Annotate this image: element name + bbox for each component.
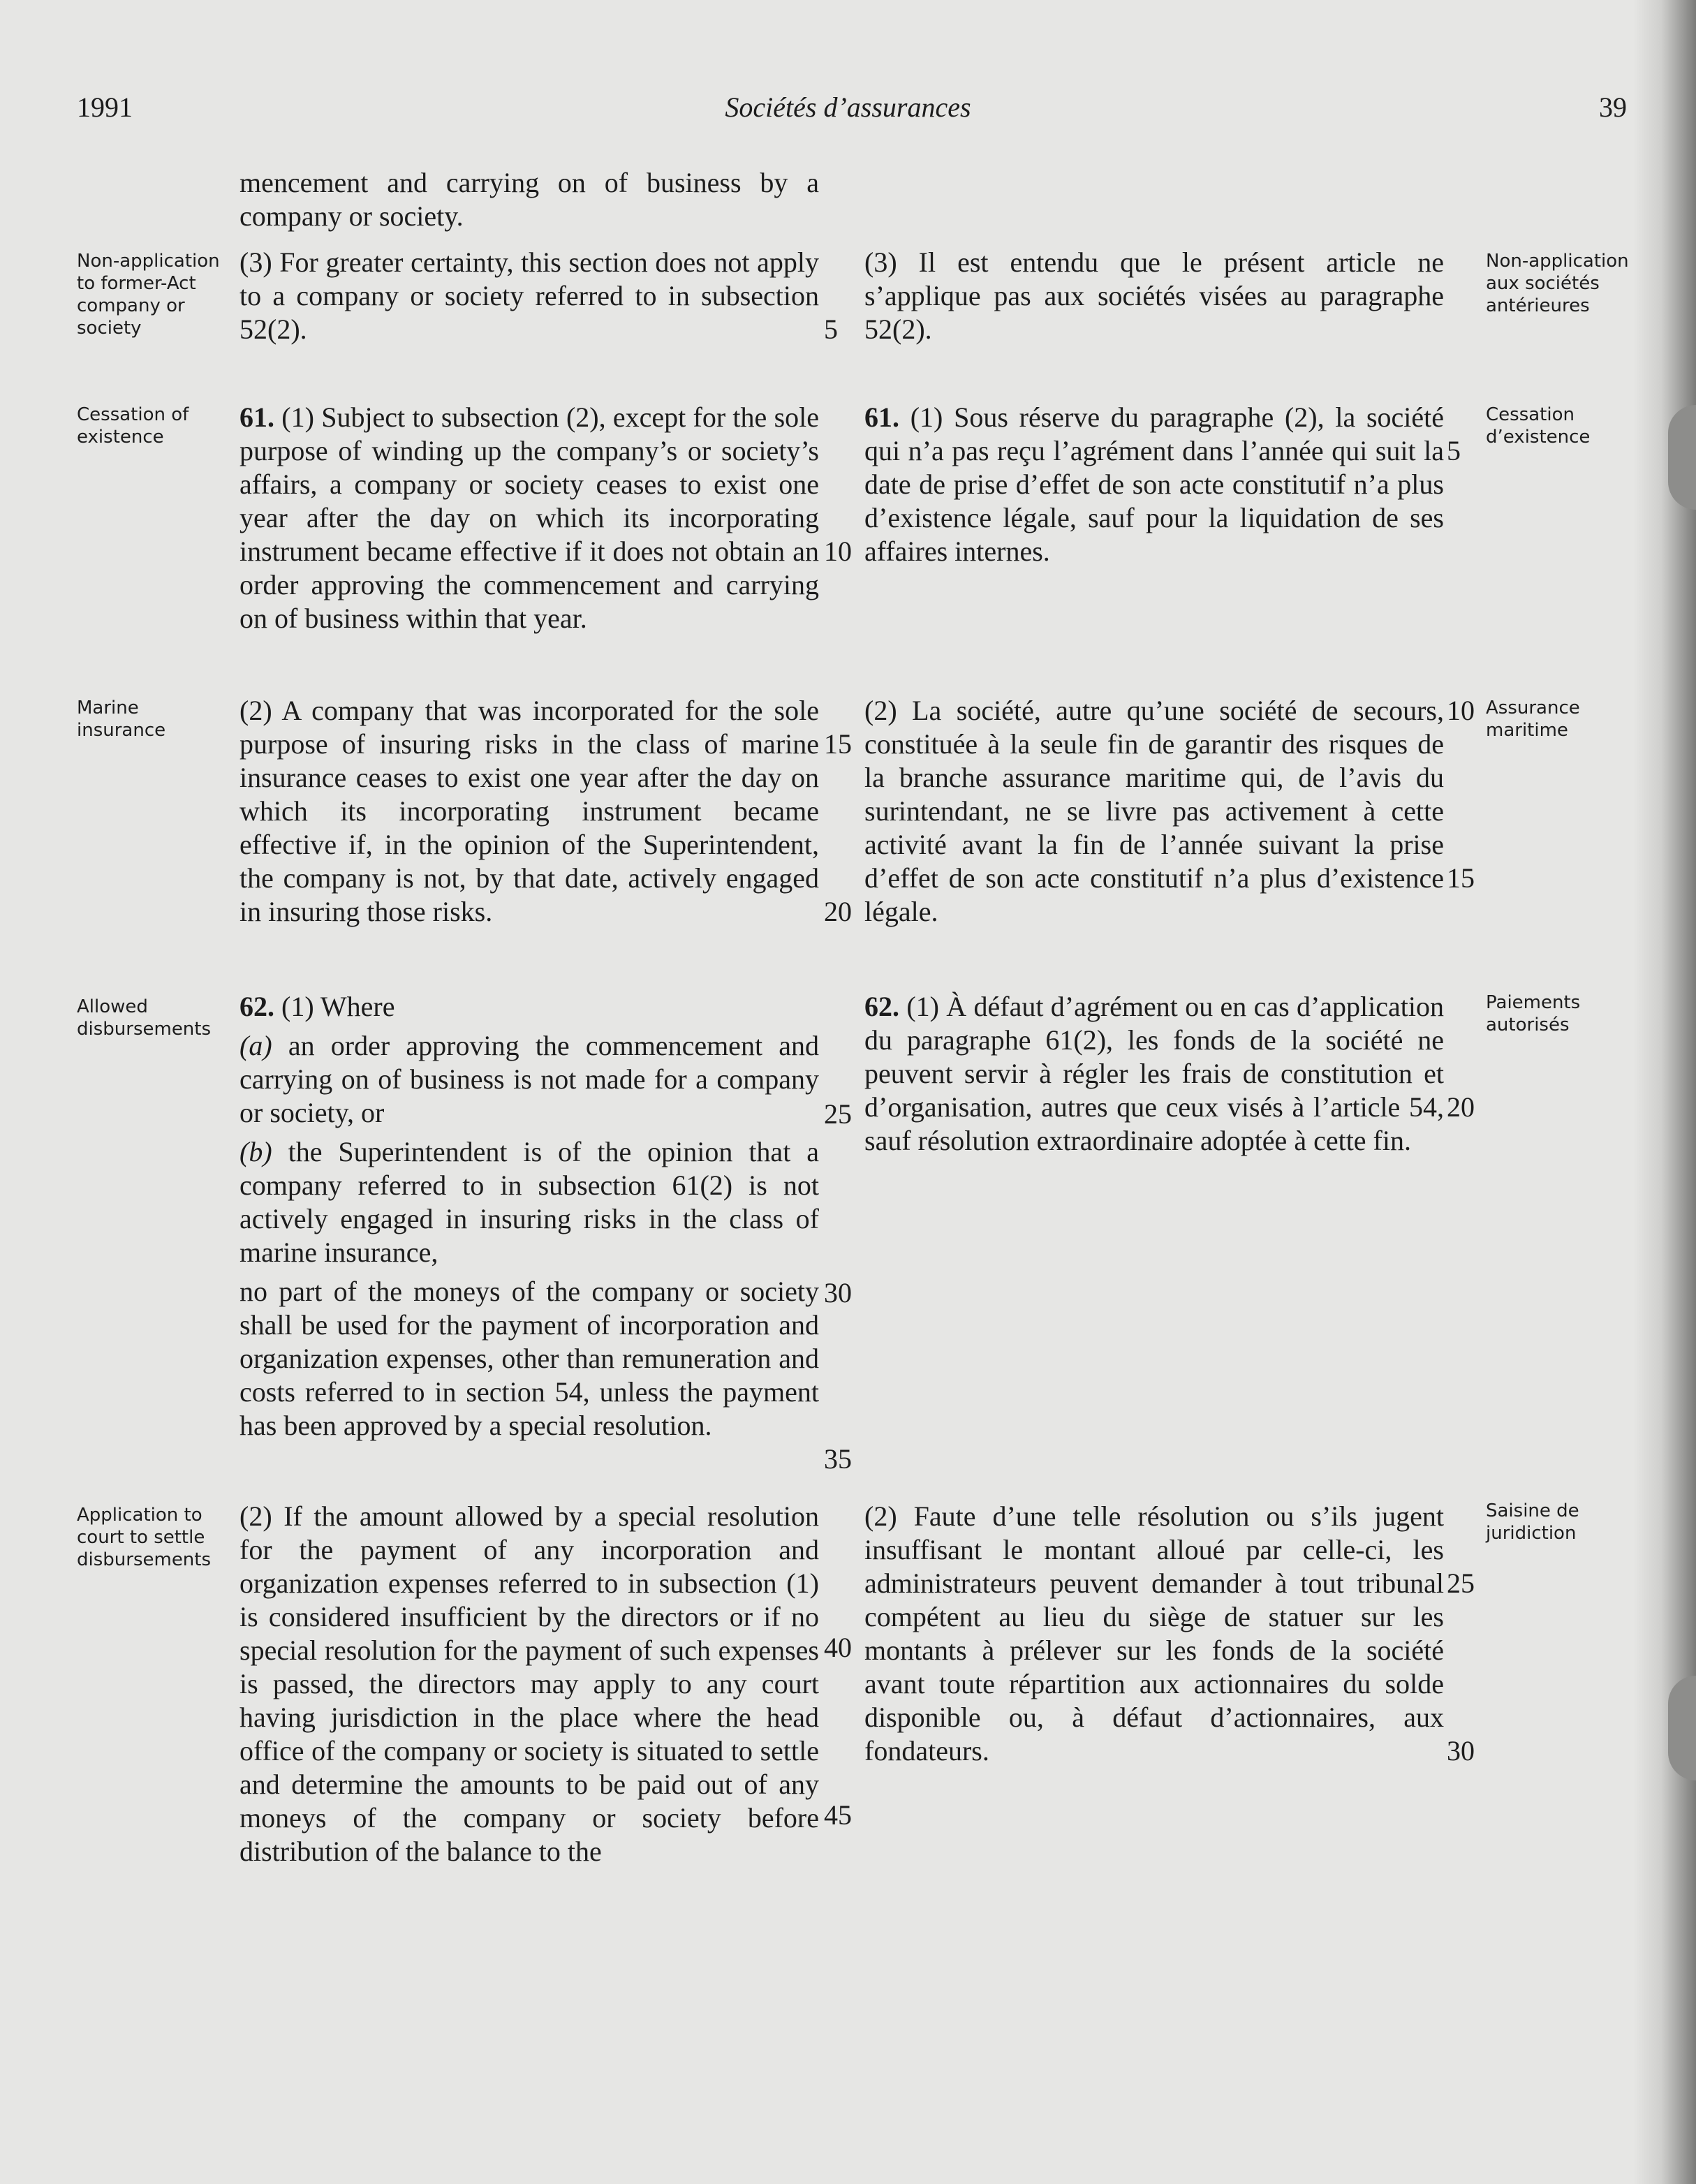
en-section-61-2 (239, 694, 819, 929)
line-number: 10 (1447, 695, 1475, 726)
line-number: 25 (1447, 1567, 1475, 1599)
fr-section-61-1 (864, 401, 1444, 568)
section-number: 62. (864, 991, 899, 1022)
marginal-note-application: Application to court to settle disbursements (77, 1505, 212, 1570)
en-section-60-3 (239, 246, 819, 346)
header-title: Sociétés d’assurances (725, 91, 971, 123)
en-62-1-tail: no part of the moneys of the company or society shall be used for the payment of incorporation and organization expenses, other than remuneration and costs referred to in section 54, unless the payment has been approved by a special resolution. (239, 1276, 819, 1441)
line-number: 45 (824, 1799, 852, 1831)
fr-section-61-2 (864, 694, 1444, 929)
en-carry-over (239, 166, 819, 233)
line-number: 30 (824, 1277, 852, 1308)
line-number: 15 (1447, 862, 1475, 894)
marginal-note-cessation-fr: Cessation d’existence (1486, 404, 1591, 448)
binder-ring-icon (1668, 1676, 1696, 1780)
binder-ring-icon (1668, 405, 1696, 510)
para-a-label: (a) (239, 1030, 272, 1061)
header-year: 1991 (77, 91, 133, 123)
page-edge-shadow (1633, 0, 1696, 2184)
en-carry-text: mencement and carrying on of business by a company or society. (239, 167, 819, 232)
line-number: 10 (824, 536, 852, 567)
en-section-61-1 (239, 401, 819, 635)
en-62-1-a: an order approving the commencement and carrying on of business is not made for a company or society, or (239, 1030, 819, 1128)
fr-section-62-2 (864, 1500, 1444, 1768)
fr-61-2-text: (2) La société, autre qu’une société de secours, constituée à la seule fin de garantir des risques de la branche assurance maritime qui, de l’avis du surintendant, ne se livre pas activement à cette activité avant la fin de l’année suivant la prise d’effet de son acte constitutif n’a plus d’existence légale. (864, 695, 1444, 927)
line-number: 35 (824, 1443, 852, 1475)
en-62-1-lead: (1) Where (281, 991, 395, 1022)
marginal-note-allowed: Allowed disbursements (77, 996, 212, 1040)
line-number: 20 (1447, 1091, 1475, 1123)
en-61-1-text: (1) Subject to subsection (2), except for the sole purpose of winding up the company’s or society’s affairs, a company or society ceases to exist one year after the day on which its incorporating instrument became effective if it does not obtain an order approving the commencement and carrying on of business within that year. (239, 401, 820, 634)
marginal-note-non-application-fr: Non-application aux sociétés antérieures (1486, 251, 1629, 316)
line-number: 5 (1447, 435, 1461, 466)
section-number: 61. (864, 401, 899, 433)
fr-61-1-text: (1) Sous réserve du paragraphe (2), la société qui n’a pas reçu l’agrément dans l’année qui suit la date de prise d’effet de son acte constitutif n’a plus d’existence légale, sauf pour la liquidation de ses affaires internes. (864, 401, 1445, 567)
fr-section-62-1 (864, 990, 1444, 1158)
section-number: 61. (239, 401, 274, 433)
line-number: 20 (824, 896, 852, 927)
marginal-note-cessation: Cessation of existence (77, 404, 189, 448)
en-section-62-2 (239, 1500, 819, 1868)
en-section-62-1 (239, 990, 819, 1443)
en-61-2-text: (2) A company that was incorporated for the sole purpose of insuring risks in the class of marine insurance ceases to exist one year after the day on which its incorporating instrument became effective if, in the opinion of the Superintendent, the company is not, by that date, actively engaged in insuring those risks. (239, 695, 819, 927)
en-62-1-b: the Superintendent is of the opinion that a company referred to in subsection 61(2) is not actively engaged in insuring risks in the class of marine insurance, (239, 1136, 819, 1268)
marginal-note-saisine-fr: Saisine de juridiction (1486, 1500, 1579, 1544)
en-60-3-text: (3) For greater certainty, this section does not apply to a company or society referred to in subsection 52(2). (239, 246, 819, 345)
marginal-note-marine-fr: Assurance maritime (1486, 698, 1580, 741)
line-number: 5 (824, 313, 838, 345)
line-number: 15 (824, 728, 852, 760)
en-62-2-text: (2) If the amount allowed by a special resolution for the payment of any incorporation and organization expenses referred to in subsection (1) is considered insufficient by the directors or if no special resolution for the payment of such expenses is passed, the directors may apply to any court having jurisdiction in the place where the head office of the company or society is situated to settle and determine the amounts to be paid out of any moneys of the company or society before distribution of the balance to the (239, 1500, 819, 1867)
fr-60-3-text: (3) Il est entendu que le présent article ne s’applique pas aux sociétés visées au paragraphe 52(2). (864, 246, 1444, 345)
marginal-note-marine: Marine insurance (77, 698, 166, 741)
marginal-note-allowed-fr: Paiements autorisés (1486, 992, 1581, 1035)
line-number: 30 (1447, 1735, 1475, 1766)
section-number: 62. (239, 991, 274, 1022)
marginal-note-non-application: Non-application to former-Act company or society (77, 251, 220, 339)
page-number: 39 (1599, 91, 1627, 123)
line-number: 40 (824, 1632, 852, 1663)
line-number: 25 (824, 1098, 852, 1130)
fr-62-1-text: (1) À défaut d’agrément ou en cas d’application du paragraphe 61(2), les fonds de la société ne peuvent servir à régler les frais de constitution et d’organisation, autres que ceux visés à l’article 54, sauf résolution extraordinaire adoptée à cette fin. (864, 991, 1445, 1156)
fr-section-60-3 (864, 246, 1444, 346)
para-b-label: (b) (239, 1136, 272, 1167)
fr-62-2-text: (2) Faute d’une telle résolution ou s’ils jugent insuffisant le montant alloué par celle-ci, les administrateurs peuvent demander à tout tribunal compétent au lieu du siège de statuer sur les montants à prélever sur les fonds de la société avant toute répartition aux actionnaires du solde disponible ou, à défaut d’actionnaires, aux fondateurs. (864, 1500, 1444, 1766)
